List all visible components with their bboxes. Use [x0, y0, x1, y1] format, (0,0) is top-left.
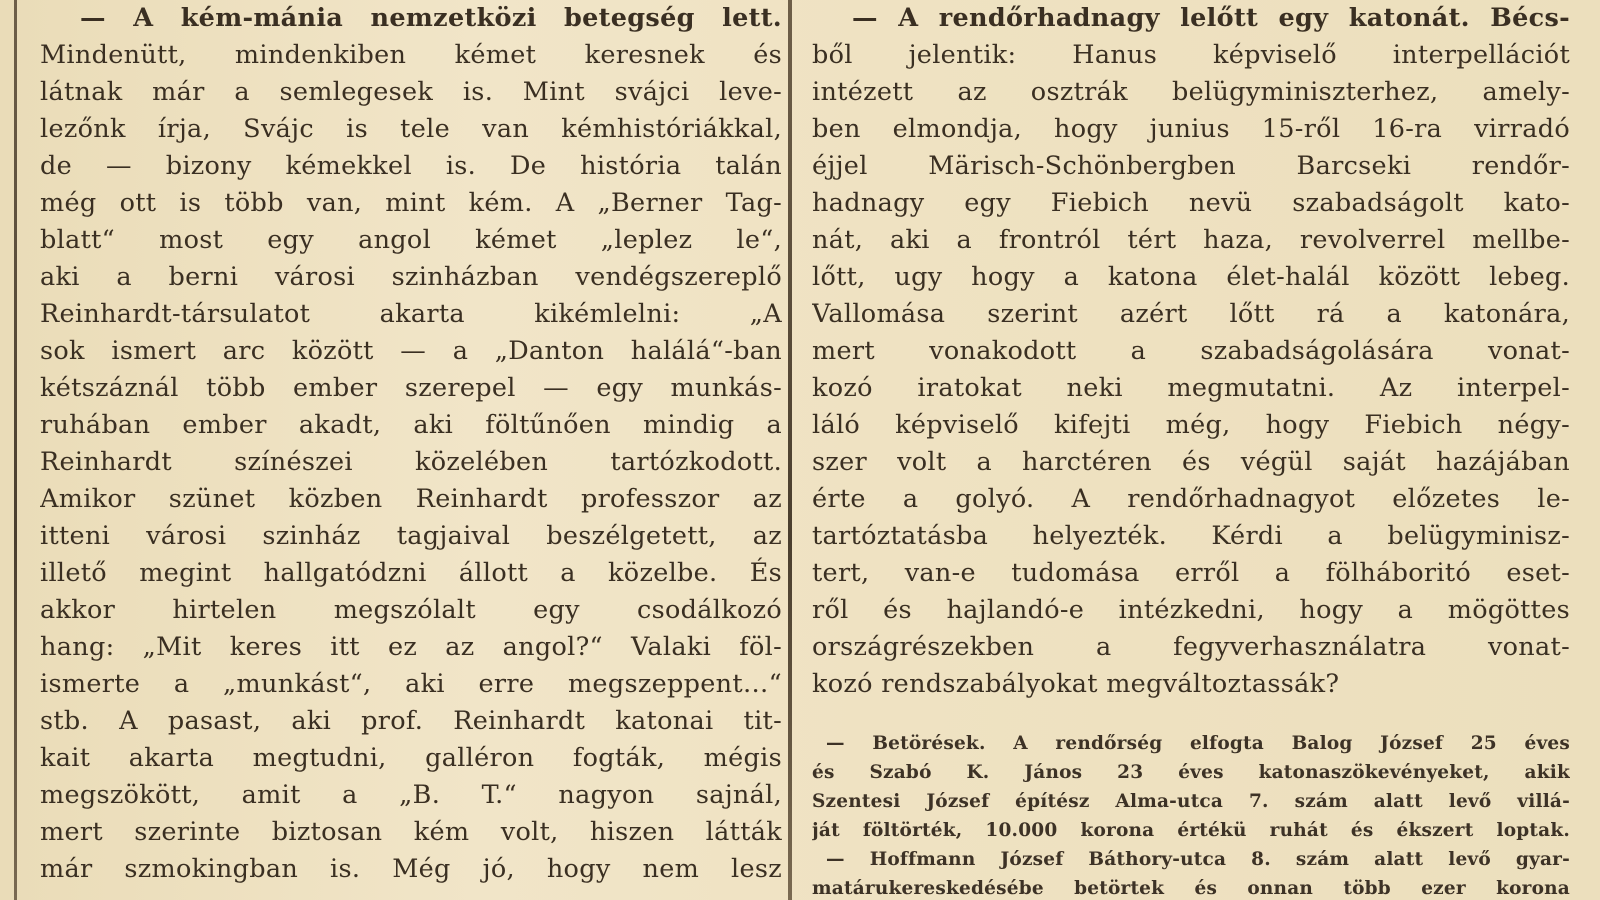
article-line: ruhában ember akadt, aki föltűnően mindig a — [40, 410, 782, 440]
article-line: — A rendőrhadnagy lelőtt egy katonát. Bécs- — [852, 3, 1570, 33]
article-line: éjjel Märisch-Schönbergben Barcseki rendőr- — [812, 151, 1570, 181]
article-line: lezőnk írja, Svájc is tele van kémhistóriákkal, — [40, 114, 782, 144]
article-line: hang: „Mit keres itt ez az angol?“ Valaki föl- — [40, 632, 782, 662]
article-line: sok ismert arc között — a „Danton halálá“-ban — [40, 336, 782, 366]
column-divider-rule — [788, 0, 792, 900]
article-line: tert, van-e tudomása erről a fölháboritó eset- — [812, 558, 1570, 588]
article-line: kait akarta megtudni, galléron fogták, mégis — [40, 743, 782, 773]
article-line: Vallomása szerint azért lőtt rá a katonára, — [812, 299, 1570, 329]
left-column-rule — [14, 0, 17, 900]
article-line: ből jelentik: Hanus képviselő interpellációt — [812, 40, 1570, 70]
article-line: még ott is több van, mint kém. A „Berner Tag- — [40, 188, 782, 218]
article-line: ről és hajlandó-e intézkedni, hogy a mögöttes — [812, 595, 1570, 625]
article-line: szer volt a harctéren és végül saját hazájában — [812, 447, 1570, 477]
article-line: tartóztatásba helyezték. Kérdi a belügyminisz- — [812, 521, 1570, 551]
article-line: nát, aki a frontról tért haza, revolverrel mellbe- — [812, 225, 1570, 255]
article-line: megszökött, amit a „B. T.“ nagyon sajnál, — [40, 780, 782, 810]
article-line: már szmokingban is. Még jó, hogy nem lesz — [40, 854, 782, 884]
article-line: láló képviselő kifejti még, hogy Fiebich négy- — [812, 410, 1570, 440]
article-line: látnak már a semlegesek is. Mint svájci leve- — [40, 77, 782, 107]
article-line: kozó rendszabályokat megváltoztassák? — [812, 669, 1340, 699]
brief-line: ját föltörték, 10.000 korona értékü ruhát és ékszert loptak. — [812, 820, 1570, 841]
article-line: itteni városi szinház tagjaival beszélgetett, az — [40, 521, 782, 551]
left-column-article — [40, 0, 782, 900]
article-line: de — bizony kémekkel is. De história talán — [40, 151, 782, 181]
article-line: blatt“ most egy angol kémet „leplez le“, — [40, 225, 782, 255]
article-line: stb. A pasast, aki prof. Reinhardt katonai tit- — [40, 706, 782, 736]
brief-line: Szentesi József építész Alma-utca 7. szám alatt levő villá- — [812, 791, 1570, 812]
article-line: hadnagy egy Fiebich nevü szabadságolt kato- — [812, 188, 1570, 218]
news-briefs — [812, 729, 1570, 900]
brief-line: és Szabó K. János 23 éves katonaszökevényeket, akik — [812, 762, 1570, 783]
article-line: Reinhardt-társulatot akarta kikémlelni: „A — [40, 299, 782, 329]
article-line: intézett az osztrák belügyminiszterhez, amely- — [812, 77, 1570, 107]
article-line: Reinhardt színészei közelében tartózkodott. — [40, 447, 782, 477]
article-line: ismerte a „munkást“, aki erre megszeppent…“ — [40, 669, 782, 699]
article-line: — A kém-mánia nemzetközi betegség lett. — [80, 3, 782, 33]
article-line: Amikor szünet közben Reinhardt professzor az — [40, 484, 782, 514]
article-line: kozó iratokat neki megmutatni. Az interpel- — [812, 373, 1570, 403]
article-line: mert vonakodott a szabadságolására vonat- — [812, 336, 1570, 366]
brief-line: — Hoffmann József Báthory-utca 8. szám alatt levő gyar- — [826, 849, 1570, 870]
article-line: mert szerinte biztosan kém volt, hiszen látták — [40, 817, 782, 847]
article-line: ben elmondja, hogy junius 15-ről 16-ra virradó — [812, 114, 1570, 144]
right-column-article — [812, 0, 1570, 703]
article-line: lőtt, ugy hogy a katona élet-halál között lebeg. — [812, 262, 1570, 292]
article-line: országrészekben a fegyverhasználatra vonat- — [812, 632, 1570, 662]
article-line: illető megint hallgatódzni állott a közelbe. És — [40, 558, 782, 588]
article-line: aki a berni városi szinházban vendégszereplő — [40, 262, 782, 292]
article-line: Mindenütt, mindenkiben kémet keresnek és — [40, 40, 782, 70]
brief-line: — Betörések. A rendőrség elfogta Balog József 25 éves — [826, 733, 1570, 754]
article-line: kétszáznál több ember szerepel — egy munkás- — [40, 373, 782, 403]
article-line: érte a golyó. A rendőrhadnagyot előzetes le- — [812, 484, 1570, 514]
article-line: akkor hirtelen megszólalt egy csodálkozó — [40, 595, 782, 625]
brief-line: matárukereskedésébe betörtek és onnan több ezer korona — [812, 878, 1570, 899]
right-column — [812, 0, 1570, 900]
